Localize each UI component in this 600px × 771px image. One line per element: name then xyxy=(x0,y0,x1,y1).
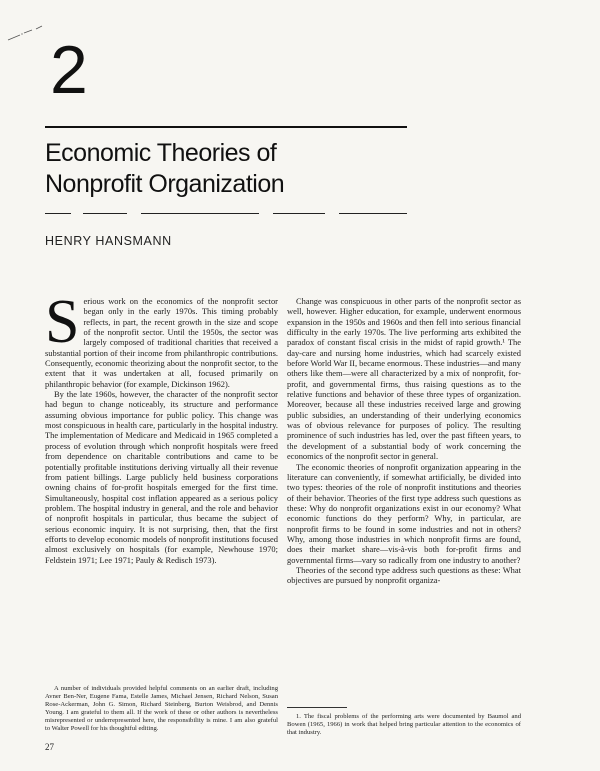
chapter-rule xyxy=(45,126,407,128)
paragraph: The economic theories of nonprofit organization appearing in the literature can conveniently, if somewhat artificially, be divided into two types: theories of the role of nonprofit institutions and theories of their behavior. Theories of the first type address such questions as these: Why do nonprofit organizations exist in our economy? What economic functions do they perform? Why, in particular, are nonprofit firms to be found in some industries and not in others? Why, among those industries in which nonprofit firms are found, does their market share—vis-à-vis both for-profit firms and governmental firms—vary so radically from one industry to another? xyxy=(287,461,521,565)
paragraph: Change was conspicuous in other parts of the nonprofit sector as well, however. Higher education, for example, underwent enormous expansion in the 1950s and 1960s and then fell into serious financial difficulty in the early 1970s. The live performing arts exhibited the paradox of constant fiscal crisis in the midst of rapid growth.¹ The day-care and nursing home industries, which had scarcely existed before World War II, became enormous. These industries—and many others like them—were all characterized by a mix of nonprofit, for-profit, and governmental firms, thus raising questions as to the relative functions and behavior of these three types of organization. Moreover, because all these industries received large and growing public subsidies, an understanding of their underlying economics was of obvious relevance for purposes of policy. The resulting prominence of such industries has led, over the past fifteen years, to the development of a substantial body of work concerning the economics of the nonprofit sector in general. xyxy=(287,296,521,462)
chapter-title-line-1: Economic Theories of xyxy=(45,139,277,167)
chapter-number: 2 xyxy=(50,32,88,108)
body-column-right xyxy=(287,296,521,586)
scan-mark-icon xyxy=(6,24,46,44)
page-number: 27 xyxy=(45,742,54,752)
paragraph: Serious work on the economics of the nonprofit sector began only in the early 1970s. This timing probably reflects, in part, the recent growth in the size and scope of the nonprofit sector. Until the 1950s, the sector was largely composed of traditional charities that received a substantial portion of their income from philanthropic contributions. Consequently, economic theorizing about the nonprofit sector, to the extent that it was undertaken at all, focused primarily on philanthropic behavior (for example, Dickinson 1962). xyxy=(45,288,278,389)
paragraph: Theories of the second type address such questions as these: What objectives are pursued by nonprofit organiza- xyxy=(287,564,521,586)
paragraph: By the late 1960s, however, the character of the nonprofit sector had begun to change noticeably, its structure and performance assuming obvious importance for public policy. This change was most conspicuous in health care, particularly in the hospital industry. The implementation of Medicare and Medicaid in 1965 completed a process of evolution through which nonprofit hospitals were freed from dependence on charitable contributions and came to be potentially profitable institutions deriving virtually all their revenue from patient billings. Large publicly held business corporations owning chains of for-profit hospitals emerged for the first time. Simultaneously, hospital cost inflation appeared as a serious policy problem. The hospital industry in general, and the role and behavior of nonprofit hospitals in particular, thus became the subject of serious economic inquiry. It is not surprising, then, that the first efforts to develop economic models of nonprofit institutions focused almost exclusively on hospitals (for example, Newhouse 1970; Feldstein 1971; Lee 1971; Pauly & Redisch 1973). xyxy=(45,389,278,565)
chapter-title xyxy=(45,138,425,200)
title-rule-dashed xyxy=(45,213,407,215)
chapter-title-line-2: Nonprofit Organization xyxy=(45,170,285,198)
drop-cap: S xyxy=(45,288,80,356)
footnote-rule xyxy=(287,707,347,708)
body-column-left xyxy=(45,288,278,565)
author-name: HENRY HANSMANN xyxy=(45,234,172,248)
acknowledgment-footnote: A number of individuals provided helpful comments on an earlier draft, including Avner Ben-Ner, Eugene Fama, Estelle James, Michael Jensen, Richard Nelson, Susan Rose-Ackerman, John G. Simon, Richard Steinberg, Burton Weisbrod, and Dennis Young. I am grateful to them all. If the work of these or other authors is nevertheless misrepresented or underrepresented here, the responsibility is mine. I am also grateful to Walter Powell for his thoughtful editing. xyxy=(45,685,278,732)
footnote-1: 1. The fiscal problems of the performing arts were documented by Baumol and Bowen (1965, 1966) in work that helped bring particular attention to the economics of that industry. xyxy=(287,713,521,736)
